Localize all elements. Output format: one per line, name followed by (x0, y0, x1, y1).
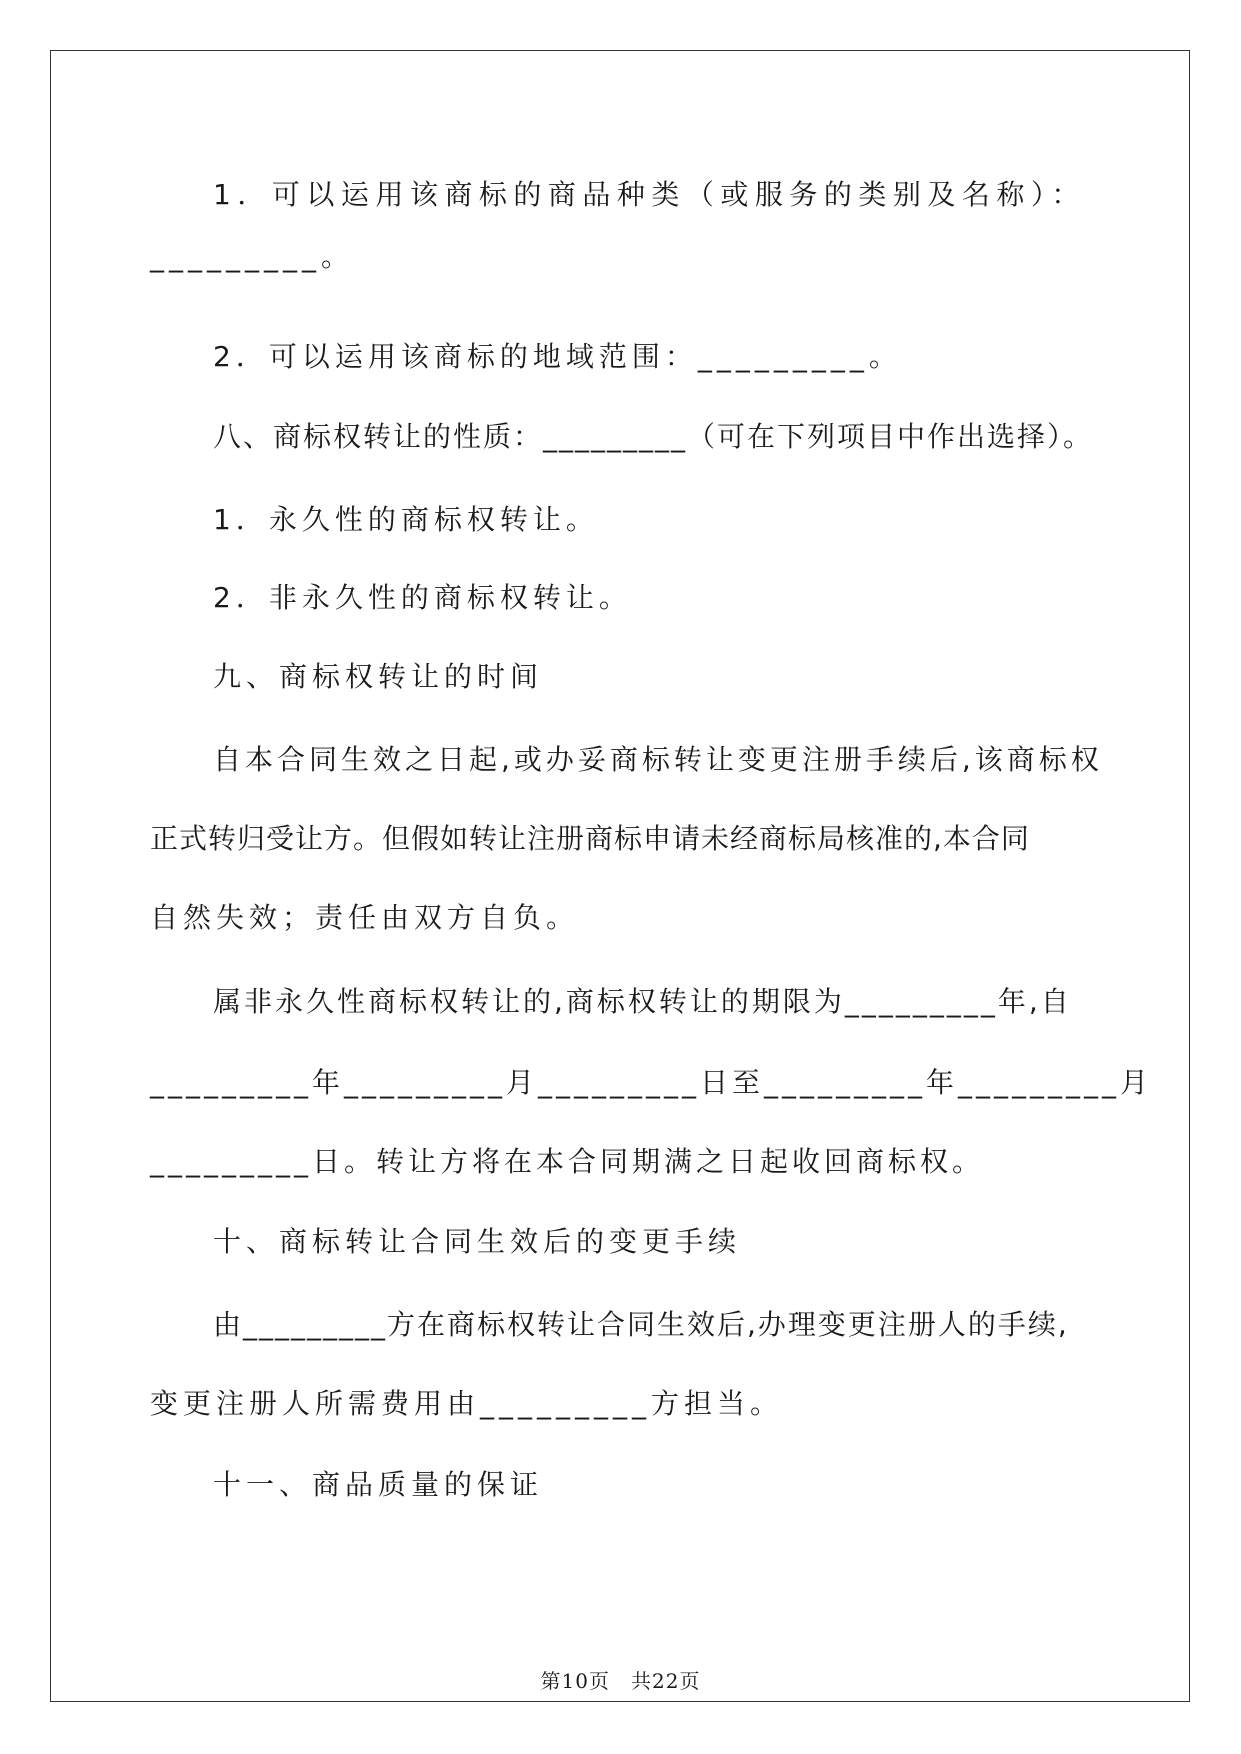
text-line: 2．可以运用该商标的地域范围：_________。 (213, 340, 902, 373)
text-line: 1．可以运用该商标的商品种类（或服务的类别及名称）： (213, 178, 1086, 211)
text-line: 自然失效；责任由双方自负。 (150, 901, 580, 934)
page-number: 第10页 共22页 (540, 1669, 701, 1693)
section-heading: 八、商标权转让的性质：_________（可在下列项目中作出选择）。 (213, 420, 1094, 453)
text-line: 正式转归受让方。但假如转让注册商标申请未经商标局核准的,本合同 (150, 822, 1030, 855)
section-heading: 十一、商品质量的保证 (213, 1468, 544, 1501)
section-heading: 九、商标权转让的时间 (213, 660, 544, 693)
section-heading: 十、商标转让合同生效后的变更手续 (213, 1225, 742, 1258)
text-line: 1．永久性的商标权转让。 (213, 503, 599, 536)
text-line: _________日。转让方将在本合同期满之日起收回商标权。 (150, 1145, 985, 1178)
text-line: _________年_________月_________日至_________年_________月 (150, 1066, 1153, 1099)
page-border (50, 50, 1190, 1702)
text-line: 2．非永久性的商标权转让。 (213, 581, 632, 614)
text-line: 自本合同生效之日起,或办妥商标转让变更注册手续后,该商标权 (213, 743, 1103, 776)
text-line: 属非永久性商标权转让的,商标权转让的期限为_________年,自 (213, 985, 1072, 1018)
text-line: 由_________方在商标权转让合同生效后,办理变更注册人的手续, (213, 1308, 1069, 1341)
text-line: 变更注册人所需费用由_________方担当。 (150, 1387, 784, 1420)
text-line: _________。 (150, 240, 355, 273)
